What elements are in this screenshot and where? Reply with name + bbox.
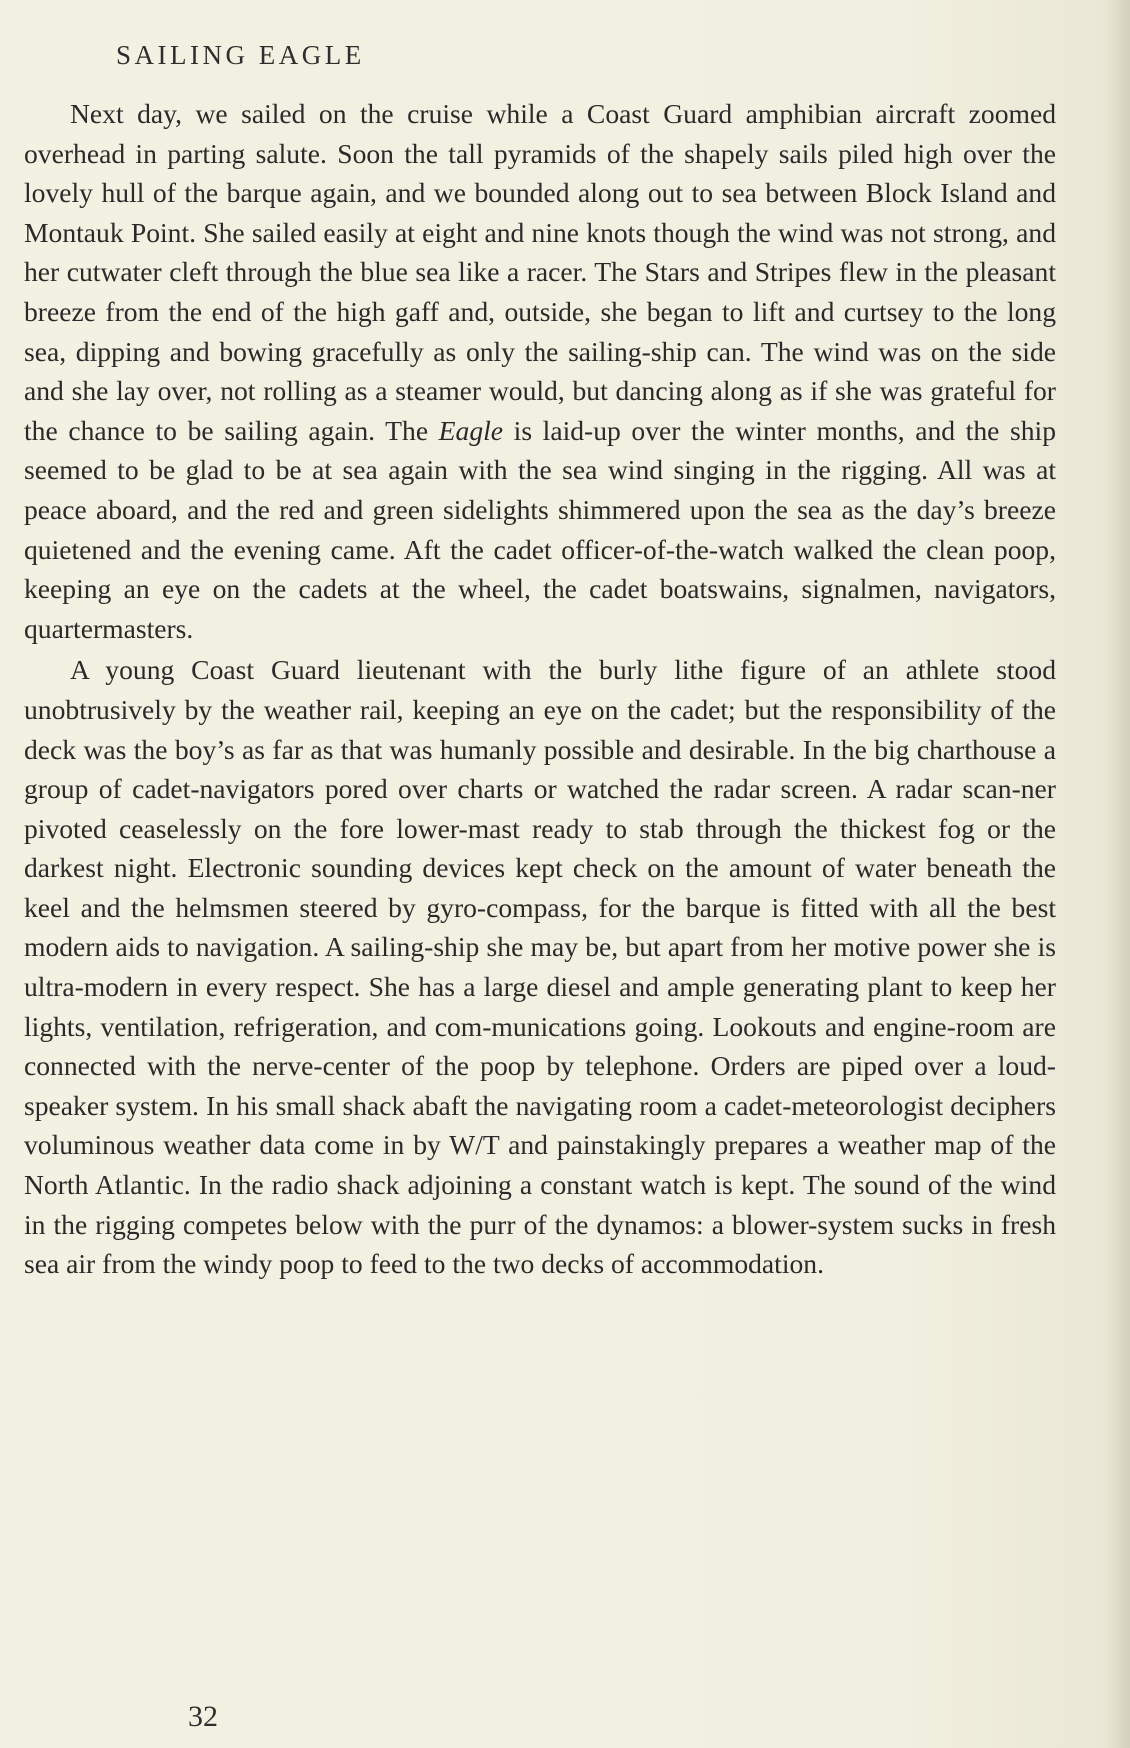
paragraph-1-text-a: Next day, we sailed on the cruise while a Coast Guard amphibian aircraft zoomed overhead in parting salute. Soon the tall pyramids of the shapely sails piled high over the lovely hull of the barque again, and we bounded along out to sea between Block Island and Montauk Point. She sailed easily at eight and nine knots though the wind was not strong, and her cutwater cleft through the blue sea like a racer. The Stars and Stripes flew in the pleasant breeze from the end of the high gaff and, outside, she began to lift and curtsey to the long sea, dipping and bowing gracefully as only the sailing-ship can. The wind was on the side and she lay over, not rolling as a steamer would, but dancing along as if she was grateful for the chance to be sailing again. The	[24, 98, 1056, 446]
paragraph-2	[24, 650, 1056, 1284]
paragraph-1	[24, 94, 1056, 648]
paragraph-2-text: A young Coast Guard lieutenant with the burly lithe figure of an athlete stood unobtrusively by the weather rail, keeping an eye on the cadet; but the responsibility of the deck was the boy’s as far as that was humanly possible and desirable. In the big charthouse a group of cadet-navigators pored over charts or watched the radar screen. A radar scan-ner pivoted ceaselessly on the fore lower-mast ready to stab through the thickest fog or the darkest night. Electronic sounding devices kept check on the amount of water beneath the keel and the helmsmen steered by gyro-compass, for the barque is fitted with all the best modern aids to navigation. A sailing-ship she may be, but apart from her motive power she is ultra-modern in every respect. She has a large diesel and ample generating plant to keep her lights, ventilation, refrigeration, and com-munications going. Lookouts and engine-room are connected with the nerve-center of the poop by telephone. Orders are piped over a loud-speaker system. In his small shack abaft the navigating room a cadet-meteorologist deciphers voluminous weather data come in by W/T and painstakingly prepares a weather map of the North Atlantic. In the radio shack adjoining a constant watch is kept. The sound of the wind in the rigging competes below with the purr of the dynamos: a blower-system sucks in fresh sea air from the windy poop to feed to the two decks of accommodation.	[24, 654, 1056, 1280]
page-number: 32	[188, 1700, 218, 1733]
paragraph-1-text-b: is laid-up over the winter months, and the ship seemed to be glad to be at sea again with the sea wind singing in the rigging. All was at peace aboard, and the red and green sidelights shimmered upon the sea as the day’s breeze quietened and the evening came. Aft the cadet officer-of-the-watch walked the clean poop, keeping an eye on the cadets at the wheel, the cadet boatswains, signalmen, navigators, quartermasters.	[24, 414, 1056, 644]
body-text	[24, 94, 1056, 1284]
page-edge-shadow	[1104, 0, 1130, 1748]
running-head: SAILING EAGLE	[116, 40, 365, 70]
ship-name-italic: Eagle	[438, 414, 504, 446]
